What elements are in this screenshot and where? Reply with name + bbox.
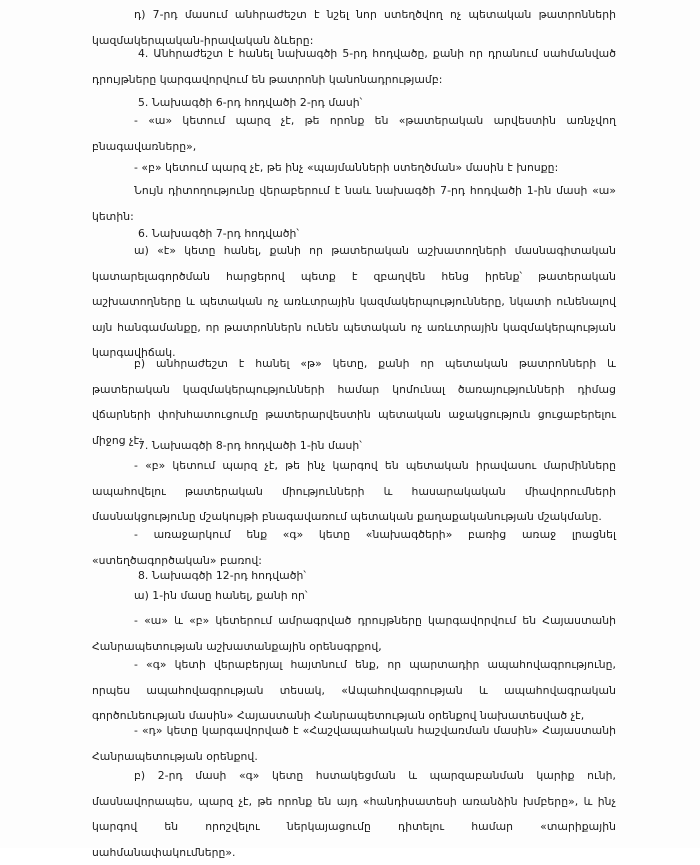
paragraph-6: Նույն դիտողությունը վերաբերում է նաև նախագծի 7-րդ հոդվածի 1-ին մասի «ա» կետին: (92, 184, 616, 223)
paragraph-3: 5. Նախագծի 6-րդ հոդվածի 2-րդ մասի՝ (138, 96, 363, 109)
paragraph-11: - «բ» կետում պարզ չէ, թե ինչ կարգով են պետական իրավասու մարմինները ապահովելու թատերական միությունների և հասարակական միավորումների մասնակցությունը մշակույթի բնագավառում պետական քաղաքականության մշակմանը. (92, 459, 616, 523)
paragraph-13: 8. Նախագծի 12-րդ հոդվածի՝ (138, 569, 306, 582)
paragraph-15: - «ա» և «բ» կետերում ամրագրված դրույթները կարգավորվում են Հայաստանի Հանրապետության աշխատանքային օրենսգրքով, (92, 614, 616, 653)
paragraph-16: - «գ» կետի վերաբերյալ հայտնում ենք, որ պարտադիր ապահովագրությունը, որպես ապահովագրության տեսակ, «Ապահովագրության և ապահովագրական գործունեության մասին» Հայաստանի Հանրապետության օրենքով նախատեսված չէ, (92, 658, 616, 722)
paragraph-5: - «բ» կետում պարզ չէ, թե ինչ «պայմանների ստեղծման» մասին է խոսքը: (134, 161, 559, 174)
paragraph-10: 7. Նախագծի 8-րդ հոդվածի 1-ին մասի՝ (138, 439, 362, 452)
paragraph-17: - «դ» կետը կարգավորված է «Հաշվապահական հաշվառման մասին» Հայաստանի Հանրապետության օրենքով. (92, 724, 616, 763)
paragraph-2: 4. Անհրաժեշտ է հանել նախագծի 5-րդ հոդվածը, քանի որ դրանում սահմանված դրույթները կարգավորվում են թատրոնի կանոնադրությամբ: (92, 47, 616, 86)
paragraph-14: ա) 1-ին մասը հանել, քանի որ՝ (134, 589, 308, 602)
paragraph-12: - առաջարկում ենք «գ» կետը «նախագծերի» բառից առաջ լրացնել «ստեղծագործական» բառով: (92, 528, 616, 567)
paragraph-1: դ) 7-րդ մասում անհրաժեշտ է նշել նոր ստեղծվող ոչ պետական թատրոնների կազմակերպական-իրավական ձևերը: (92, 8, 616, 47)
paragraph-8: ա) «է» կետը հանել, քանի որ թատերական աշխատողների մասնագիտական կատարելագործման հարցերով պետք է զբաղվեն հենց իրենք՝ թատերական աշխատողները և պետական ոչ առևտրային կազմակերպությունները, նկատի ունենալով այն հանգամանքը, որ թատրոններն ունեն պետական ոչ առևտրային կազմակերպության կարգավիճակ. (92, 244, 616, 359)
paragraph-4: - «ա» կետում պարզ չէ, թե որոնք են «թատերական արվեստին առնչվող բնագավառները», (92, 114, 616, 153)
paragraph-7: 6. Նախագծի 7-րդ հոդվածի՝ (138, 227, 300, 240)
paragraph-18: բ) 2-րդ մասի «գ» կետը հստակեցման և պարզաբանման կարիք ունի, մասնավորապես, պարզ չէ, թե որոնք են այդ «հանդիսատեսի առանձին խմբերը», և ինչ կարգով են որոշվելու ներկայացումը դիտելու համար «տարիքային սահմանափակումները». (92, 769, 616, 859)
paragraph-9: բ) անհրաժեշտ է հանել «թ» կետը, քանի որ պետական թատրոնների և թատերական կազմակերպությունների համար կոմունալ ծառայությունների դիմաց վճարների փոխհատուցումը թատերարվեստին պետական աջակցություն ցուցաբերելու միջոց չէ: (92, 357, 616, 447)
